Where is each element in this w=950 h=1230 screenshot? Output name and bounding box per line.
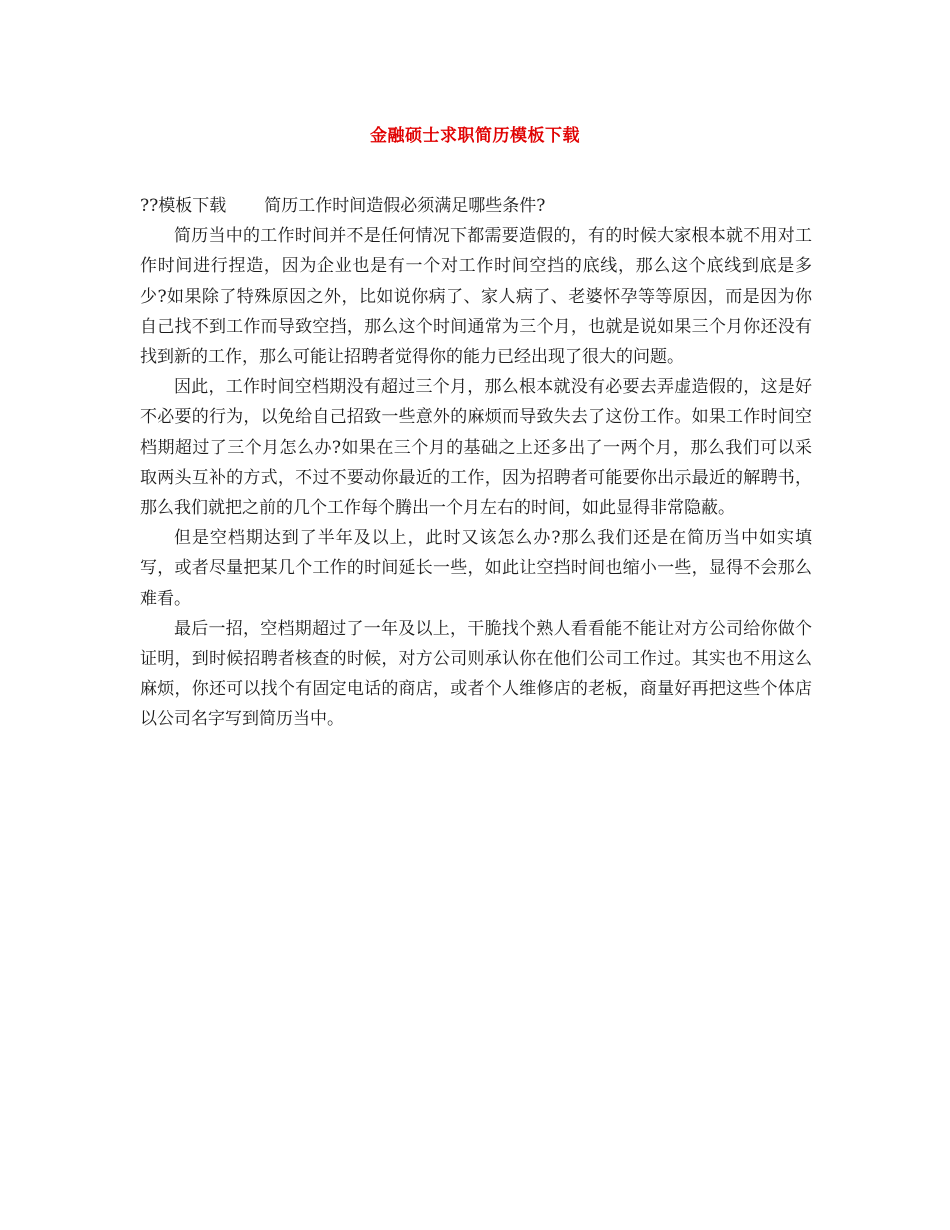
document-body [140,191,812,735]
paragraph-4: 最后一招，空档期超过了一年及以上，干脆找个熟人看看能不能让对方公司给你做个证明，到时候招聘者核查的时候，对方公司则承认你在他们公司工作过。其实也不用这么麻烦，你还可以找个有固定电话的商店，或者个人维修店的老板，商量好再把这些个体店以公司名字写到简历当中。 [140,618,812,730]
subline-right: 简历工作时间造假必须满足哪些条件? [264,196,546,216]
document-title: 金融硕士求职简历模板下载 [370,126,580,146]
paragraph-1: 简历当中的工作时间并不是任何情况下都需要造假的，有的时候大家根本就不用对工作时间进行捏造，因为企业也是有一个对工作时间空挡的底线，那么这个底线到底是多少?如果除了特殊原因之外，比如说你病了、家人病了、老婆怀孕等等原因，而是因为你自己找不到工作而导致空挡，那么这个时间通常为三个月，也就是说如果三个月你还没有找到新的工作，那么可能让招聘者觉得你的能力已经出现了很大的问题。 [140,226,812,368]
subline-left: ??模板下载 [140,196,227,216]
document-subline [140,191,812,221]
paragraph-2: 因此，工作时间空档期没有超过三个月，那么根本就没有必要去弄虚造假的，这是好不必要的行为，以免给自己招致一些意外的麻烦而导致失去了这份工作。如果工作时间空档期超过了三个月怎么办?如果在三个月的基础之上还多出了一两个月，那么我们可以采取两头互补的方式，不过不要动你最近的工作，因为招聘者可能要你出示最近的解聘书，那么我们就把之前的几个工作每个腾出一个月左右的时间，如此显得非常隐蔽。 [140,377,812,519]
paragraph-3: 但是空档期达到了半年及以上，此时又该怎么办?那么我们还是在简历当中如实填写，或者尽量把某几个工作的时间延长一些，如此让空挡时间也缩小一些，显得不会那么难看。 [140,528,812,609]
